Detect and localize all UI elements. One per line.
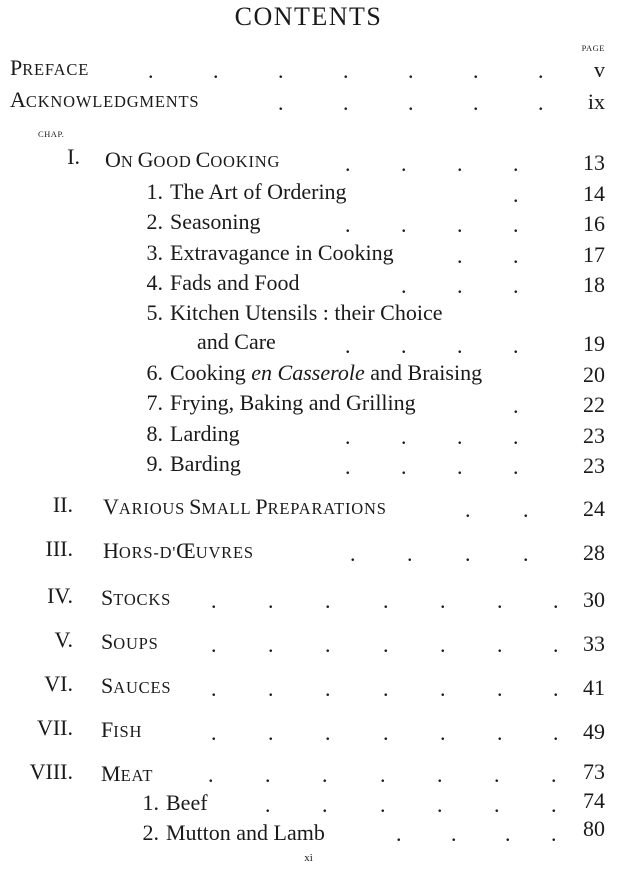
leader-dot: .	[325, 632, 331, 657]
leader-dot: .	[208, 762, 214, 787]
section-title: Extravagance in Cooking	[170, 240, 394, 265]
chapter-page: 33	[583, 631, 605, 656]
leader-dot: .	[553, 632, 559, 657]
section-page: 14	[583, 181, 605, 206]
section-number: 5.	[146, 300, 163, 325]
chapter-page: 24	[583, 496, 605, 521]
chapter-numeral: VIII.	[29, 759, 73, 784]
section-title: Cooking en Casserole and Braising	[170, 360, 483, 385]
leader-dot: .	[325, 676, 331, 701]
leader-dot: .	[345, 424, 351, 449]
leader-dot: .	[457, 273, 463, 298]
section-page: 23	[583, 453, 605, 478]
leader-dot: .	[553, 720, 559, 745]
section-number: 3.	[146, 240, 163, 265]
leader-dot: .	[380, 792, 386, 817]
page-number-footer: xi	[304, 852, 313, 864]
acknowledgments-rest: CKNOWLEDGMENTS	[25, 92, 200, 111]
leader-dot: .	[497, 632, 503, 657]
section-title: Barding	[170, 451, 241, 476]
preface-rest: REFACE	[22, 60, 90, 79]
leader-dot: .	[268, 588, 274, 613]
chapter-title: VARIOUS SMALL PREPARATIONS	[103, 494, 387, 519]
leader-dot: .	[523, 497, 529, 522]
section-page: 19	[583, 331, 605, 356]
leader-dot: .	[457, 243, 463, 268]
leader-dot: .	[383, 720, 389, 745]
acknowledgments-entry	[10, 89, 199, 111]
chapter-page: 28	[583, 540, 605, 565]
section-page: 22	[583, 392, 605, 417]
section-title: Seasoning	[170, 209, 261, 234]
acknowledgments-initial: A	[10, 87, 26, 112]
leader-dot: .	[551, 821, 557, 846]
leader-dot: .	[497, 720, 503, 745]
chapter-page: 73	[583, 759, 605, 784]
leader-dot: .	[148, 58, 154, 83]
leader-dot: .	[211, 676, 217, 701]
leader-dot: .	[513, 454, 519, 479]
leader-dot: .	[343, 58, 349, 83]
leader-dot: .	[513, 212, 519, 237]
section-number: 1.	[142, 790, 159, 815]
leader-dot: .	[513, 393, 519, 418]
leader-dot: .	[473, 90, 479, 115]
leader-dot: .	[401, 454, 407, 479]
chapter-numeral: II.	[52, 492, 73, 517]
section-title: Frying, Baking and Grilling	[170, 390, 416, 415]
chapter-numeral: IV.	[47, 583, 73, 608]
leader-dot: .	[383, 588, 389, 613]
section-number: 7.	[146, 390, 163, 415]
leader-dot: .	[440, 720, 446, 745]
leader-dot: .	[401, 273, 407, 298]
preface-page: v	[594, 57, 605, 82]
chapter-column-label: CHAP.	[38, 129, 65, 139]
leader-dot: .	[440, 676, 446, 701]
leader-dot: .	[211, 720, 217, 745]
leader-dot: .	[396, 821, 402, 846]
leader-dot: .	[513, 273, 519, 298]
section-page: 74	[583, 788, 605, 813]
section-title-continued: and Care	[197, 329, 276, 354]
chapter-page: 49	[583, 719, 605, 744]
section-title: Kitchen Utensils : their Choice	[170, 300, 443, 325]
leader-dot: .	[265, 792, 271, 817]
leader-dot: .	[268, 676, 274, 701]
chapter-title: SOUPS	[101, 629, 159, 654]
leader-dot: .	[538, 90, 544, 115]
leader-dot: .	[345, 454, 351, 479]
leader-dot: .	[383, 632, 389, 657]
leader-dot: .	[211, 632, 217, 657]
leader-dot: .	[551, 762, 557, 787]
section-number: 1.	[146, 179, 163, 204]
leader-dot: .	[322, 762, 328, 787]
leader-dot: .	[457, 424, 463, 449]
leader-dot: .	[401, 424, 407, 449]
section-title: Larding	[170, 421, 240, 446]
page-column-label: PAGE	[581, 43, 605, 53]
leader-dot: .	[457, 151, 463, 176]
section-title: Mutton and Lamb	[166, 820, 325, 845]
leader-dot: .	[213, 58, 219, 83]
leader-dot: .	[505, 821, 511, 846]
leader-dot: .	[523, 541, 529, 566]
leader-dot: .	[465, 541, 471, 566]
leader-dot: .	[211, 588, 217, 613]
section-number: 2.	[146, 209, 163, 234]
leader-dot: .	[437, 762, 443, 787]
leader-dot: .	[553, 676, 559, 701]
section-page: 80	[583, 816, 605, 841]
section-title: Fads and Food	[170, 270, 300, 295]
leader-dot: .	[440, 588, 446, 613]
section-page: 16	[583, 211, 605, 236]
leader-dot: .	[380, 762, 386, 787]
leader-dot: .	[497, 588, 503, 613]
leader-dot: .	[551, 792, 557, 817]
leader-dot: .	[322, 792, 328, 817]
leader-dot: .	[451, 821, 457, 846]
chapter-title: HORS-D'ŒUVRES	[103, 538, 254, 563]
chapter-title: MEAT	[101, 761, 154, 786]
chapter-title: STOCKS	[101, 585, 172, 610]
leader-dot: .	[437, 792, 443, 817]
section-page: 20	[583, 362, 605, 387]
leader-dot: .	[350, 541, 356, 566]
chapter-title: ON GOOD COOKING	[105, 147, 281, 172]
leader-dot: .	[265, 762, 271, 787]
acknowledgments-page: ix	[587, 89, 605, 114]
leader-dot: .	[268, 632, 274, 657]
chapter-title: SAUCES	[101, 673, 172, 698]
preface-initial: P	[10, 55, 23, 80]
leader-dot: .	[497, 676, 503, 701]
leader-dot: .	[401, 212, 407, 237]
section-number: 8.	[146, 421, 163, 446]
leader-dot: .	[494, 762, 500, 787]
leader-dot: .	[465, 497, 471, 522]
leader-dot: .	[383, 676, 389, 701]
leader-dot: .	[513, 424, 519, 449]
section-number: 6.	[146, 360, 163, 385]
chapter-numeral: I.	[67, 144, 80, 169]
leader-dot: .	[513, 151, 519, 176]
section-page: 18	[583, 272, 605, 297]
leader-dot: .	[513, 333, 519, 358]
chapter-numeral: III.	[45, 536, 73, 561]
chapter-numeral: V.	[54, 627, 73, 652]
leader-dot: .	[278, 58, 284, 83]
preface-entry	[10, 57, 89, 79]
leader-dot: .	[457, 212, 463, 237]
section-number: 2.	[142, 820, 159, 845]
section-page: 23	[583, 423, 605, 448]
section-page: 17	[583, 242, 605, 267]
leader-dot: .	[440, 632, 446, 657]
leader-dot: .	[538, 58, 544, 83]
leader-dot: .	[325, 720, 331, 745]
leader-dot: .	[345, 333, 351, 358]
leader-dot: .	[407, 541, 413, 566]
chapter-title: FISH	[101, 717, 143, 742]
leader-dot: .	[553, 588, 559, 613]
chapter-page: 13	[583, 150, 605, 175]
section-title: The Art of Ordering	[170, 179, 347, 204]
leader-dot: .	[345, 212, 351, 237]
section-number: 4.	[146, 270, 163, 295]
leader-dot: .	[343, 90, 349, 115]
leader-dot: .	[513, 182, 519, 207]
leader-dot: .	[513, 243, 519, 268]
leader-dot: .	[408, 58, 414, 83]
leader-dot: .	[401, 151, 407, 176]
leader-dot: .	[268, 720, 274, 745]
chapter-page: 41	[583, 675, 605, 700]
page-title: CONTENTS	[234, 2, 383, 31]
leader-dot: .	[345, 151, 351, 176]
leader-dot: .	[494, 792, 500, 817]
leader-dot: .	[408, 90, 414, 115]
leader-dot: .	[278, 90, 284, 115]
chapter-numeral: VII.	[36, 715, 73, 740]
leader-dot: .	[457, 333, 463, 358]
leader-dot: .	[457, 454, 463, 479]
section-title: Beef	[166, 790, 208, 815]
chapter-numeral: VI.	[44, 671, 73, 696]
section-number: 9.	[146, 451, 163, 476]
leader-dot: .	[401, 333, 407, 358]
leader-dot: .	[473, 58, 479, 83]
chapter-page: 30	[583, 587, 605, 612]
leader-dot: .	[325, 588, 331, 613]
